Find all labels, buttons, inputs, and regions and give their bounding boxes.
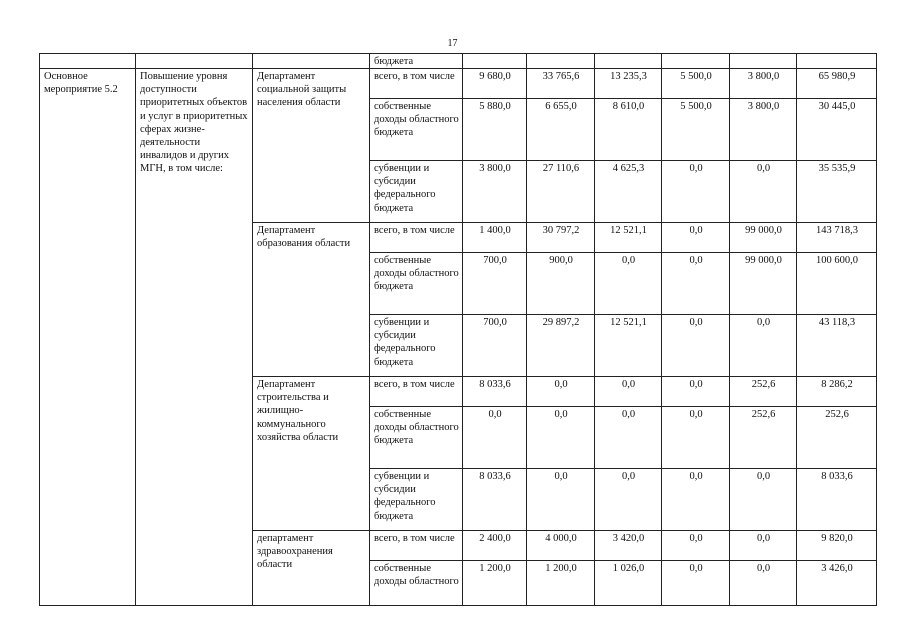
year-value-cell: 0,0	[662, 561, 730, 606]
year-value-cell: 0,0	[730, 315, 797, 377]
funding-source-cell: всего, в том числе	[370, 531, 463, 561]
year-value-cell: 700,0	[463, 315, 527, 377]
year-value-cell: 4 625,3	[595, 161, 662, 223]
funding-source-cell: субвенции и субсидии федерального бюджета	[370, 161, 463, 223]
carry-blank-cell	[253, 54, 370, 69]
total-value-cell: 3 426,0	[797, 561, 877, 606]
carry-blank-cell	[463, 54, 527, 69]
year-value-cell: 27 110,6	[527, 161, 595, 223]
year-value-cell: 252,6	[730, 407, 797, 469]
department-cell: Департамент строительства и жилищно-коммунального хозяйства области	[253, 377, 370, 531]
year-value-cell: 0,0	[662, 531, 730, 561]
year-value-cell: 8 610,0	[595, 99, 662, 161]
carry-blank-cell	[595, 54, 662, 69]
total-value-cell: 35 535,9	[797, 161, 877, 223]
total-value-cell: 100 600,0	[797, 253, 877, 315]
year-value-cell: 0,0	[730, 531, 797, 561]
department-cell: департамент здравоохранения области	[253, 531, 370, 606]
year-value-cell: 3 800,0	[730, 99, 797, 161]
year-value-cell: 9 680,0	[463, 69, 527, 99]
funding-source-cell: собственные доходы областного бюджета	[370, 253, 463, 315]
year-value-cell: 13 235,3	[595, 69, 662, 99]
funding-source-cell: всего, в том числе	[370, 69, 463, 99]
year-value-cell: 12 521,1	[595, 315, 662, 377]
year-value-cell: 0,0	[662, 377, 730, 407]
year-value-cell: 5 500,0	[662, 69, 730, 99]
year-value-cell: 3 420,0	[595, 531, 662, 561]
year-value-cell: 0,0	[463, 407, 527, 469]
year-value-cell: 0,0	[662, 253, 730, 315]
year-value-cell: 12 521,1	[595, 223, 662, 253]
department-cell: Департамент образования области	[253, 223, 370, 377]
year-value-cell: 5 500,0	[662, 99, 730, 161]
year-value-cell: 700,0	[463, 253, 527, 315]
year-value-cell: 0,0	[662, 315, 730, 377]
year-value-cell: 0,0	[730, 161, 797, 223]
year-value-cell: 0,0	[662, 223, 730, 253]
table-row	[40, 69, 877, 99]
carry-blank-cell	[730, 54, 797, 69]
year-value-cell: 0,0	[730, 561, 797, 606]
year-value-cell: 2 400,0	[463, 531, 527, 561]
year-value-cell: 1 026,0	[595, 561, 662, 606]
year-value-cell: 1 200,0	[527, 561, 595, 606]
year-value-cell: 1 200,0	[463, 561, 527, 606]
carry-blank-cell	[136, 54, 253, 69]
carry-over-row	[40, 54, 877, 69]
page-number: 17	[447, 38, 458, 49]
year-value-cell: 8 033,6	[463, 377, 527, 407]
funding-source-cell: собственные доходы областного бюджета	[370, 407, 463, 469]
funding-source-cell: собственные доходы областного бюджета	[370, 99, 463, 161]
year-value-cell: 4 000,0	[527, 531, 595, 561]
funding-source-cell: всего, в том числе	[370, 377, 463, 407]
carry-blank-cell	[797, 54, 877, 69]
year-value-cell: 0,0	[527, 377, 595, 407]
year-value-cell: 0,0	[595, 407, 662, 469]
year-value-cell: 8 033,6	[463, 469, 527, 531]
year-value-cell: 3 800,0	[730, 69, 797, 99]
total-value-cell: 43 118,3	[797, 315, 877, 377]
total-value-cell: 9 820,0	[797, 531, 877, 561]
carry-over-source-cell: бюджета	[370, 54, 463, 69]
year-value-cell: 6 655,0	[527, 99, 595, 161]
funding-source-cell: субвенции и субсидии федерального бюджета	[370, 315, 463, 377]
measure-code-cell: Основное мероприятие 5.2	[40, 69, 136, 606]
measure-description-cell: Повышение уровня доступности приоритетных объектов и услуг в приоритетных сферах жизне-деятельности инвалидов и других МГН, в том числе:	[136, 69, 253, 606]
funding-source-cell: субвенции и субсидии федерального бюджета	[370, 469, 463, 531]
year-value-cell: 252,6	[730, 377, 797, 407]
year-value-cell: 0,0	[662, 407, 730, 469]
year-value-cell: 0,0	[527, 469, 595, 531]
year-value-cell: 3 800,0	[463, 161, 527, 223]
department-cell: Департамент социальной защиты населения области	[253, 69, 370, 223]
year-value-cell: 1 400,0	[463, 223, 527, 253]
year-value-cell: 0,0	[595, 253, 662, 315]
total-value-cell: 8 286,2	[797, 377, 877, 407]
carry-blank-cell	[527, 54, 595, 69]
year-value-cell: 0,0	[662, 161, 730, 223]
year-value-cell: 33 765,6	[527, 69, 595, 99]
total-value-cell: 65 980,9	[797, 69, 877, 99]
year-value-cell: 30 797,2	[527, 223, 595, 253]
total-value-cell: 8 033,6	[797, 469, 877, 531]
year-value-cell: 0,0	[662, 469, 730, 531]
year-value-cell: 5 880,0	[463, 99, 527, 161]
year-value-cell: 0,0	[730, 469, 797, 531]
funding-source-cell: собственные доходы областного	[370, 561, 463, 606]
year-value-cell: 0,0	[527, 407, 595, 469]
total-value-cell: 30 445,0	[797, 99, 877, 161]
year-value-cell: 900,0	[527, 253, 595, 315]
total-value-cell: 252,6	[797, 407, 877, 469]
budget-table	[39, 53, 877, 606]
year-value-cell: 99 000,0	[730, 223, 797, 253]
carry-blank-cell	[40, 54, 136, 69]
year-value-cell: 0,0	[595, 377, 662, 407]
year-value-cell: 0,0	[595, 469, 662, 531]
funding-source-cell: всего, в том числе	[370, 223, 463, 253]
year-value-cell: 99 000,0	[730, 253, 797, 315]
carry-blank-cell	[662, 54, 730, 69]
year-value-cell: 29 897,2	[527, 315, 595, 377]
total-value-cell: 143 718,3	[797, 223, 877, 253]
